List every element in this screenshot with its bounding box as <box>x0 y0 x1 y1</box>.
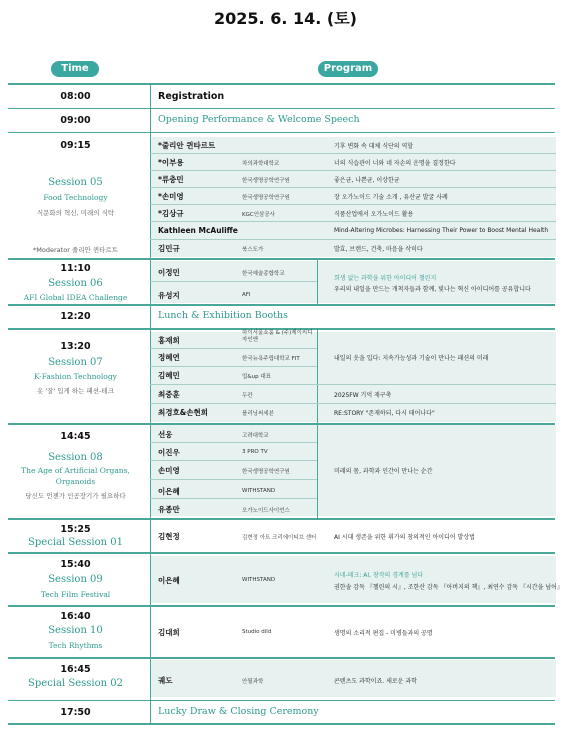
talk-topic: 장 오가노이드 기술 소개 , 유산균 발굴 사례 <box>334 194 448 201</box>
speaker-org: 한국생명공학연구원 <box>242 195 290 201</box>
s09-time: 15:40 <box>60 559 91 570</box>
speaker-org: WITHSTAND <box>242 488 276 494</box>
divider <box>8 108 555 109</box>
speaker-org: 차의과학대학교 <box>242 161 280 167</box>
lunch: Lunch & Exhibition Booths <box>158 310 288 321</box>
speaker-org: 3 PRO TV <box>242 449 268 455</box>
s08-desc: 당신도 언젠가 인공장기가 필요하다 <box>25 492 126 500</box>
row-line <box>150 170 556 171</box>
speaker-name: 이은혜 <box>158 576 180 585</box>
registration: Registration <box>158 91 225 102</box>
speaker-name: 최경호&손현희 <box>158 408 209 417</box>
sp01-time: 15:25 <box>60 524 91 535</box>
speaker-name: 홍재희 <box>158 336 180 345</box>
speaker-org: 한국생명공학연구원 <box>242 469 290 475</box>
s06-time: 11:10 <box>60 263 91 274</box>
s09-subtitle: Tech Film Festival <box>40 590 111 599</box>
s05-moderator: *Moderator 줄리안 퀸타르트 <box>33 246 118 254</box>
speaker-org: 고려대학교 <box>242 433 269 439</box>
speaker-name: *줄리안 퀸타르트 <box>158 141 216 150</box>
column-separator <box>317 424 318 518</box>
row-line <box>150 384 556 385</box>
s08-time: 14:45 <box>60 431 91 442</box>
divider <box>8 605 555 607</box>
row-line <box>150 281 317 282</box>
divider <box>8 304 555 306</box>
talk-topic: 기후 변화 속 대체 식단의 역할 <box>334 143 414 150</box>
column-separator <box>317 329 318 423</box>
speaker-org: 두칸 <box>242 393 253 399</box>
row-line <box>150 153 556 154</box>
row-line <box>150 479 317 480</box>
speaker-org: 오가노이드사이언스 <box>242 508 290 514</box>
talk-topic: RE:STORY "존재하되, 다시 태어나다" <box>334 410 435 417</box>
row-line <box>150 348 317 349</box>
closing: Lucky Draw & Closing Ceremony <box>158 706 319 717</box>
speaker-name: Kathleen McAuliffe <box>158 226 238 235</box>
s06-title: Session 06 <box>48 278 103 289</box>
speaker-name: 김현정 <box>158 532 180 541</box>
time-header: Time <box>51 61 99 77</box>
speaker-org: 한국예술종합학교 <box>242 271 285 277</box>
speaker-name: 선웅 <box>158 430 173 439</box>
divider <box>8 132 555 133</box>
speaker-name: 손미영 <box>158 466 180 475</box>
speaker-name: 이정민 <box>158 268 180 277</box>
time-0900: 09:00 <box>60 115 91 126</box>
row-line <box>150 403 556 404</box>
speaker-name: 이진우 <box>158 448 180 457</box>
divider <box>8 657 555 659</box>
s07-title: Session 07 <box>48 357 103 368</box>
divider <box>8 518 555 520</box>
talk-topic: 너의 식습관이 너와 네 자손의 운명을 결정한다 <box>334 160 456 167</box>
time-1750: 17:50 <box>60 707 91 718</box>
talk-topic: 좋은균, 나쁜균, 이상한균 <box>334 177 400 184</box>
program-header: Program <box>318 61 378 77</box>
s06-topic-desc: 우리의 내일을 만드는 개척자들과 함께, 빛나는 혁신 아이디어를 공유합니다 <box>334 286 531 293</box>
speaker-org: 한국생명공학연구원 <box>242 178 290 184</box>
s09-topic-desc: 권한솔 감독 『첼린의 시』, 조한산 감독 『아버지의 책』, 최연수 감독 『시간을 넘어』 <box>334 584 563 591</box>
s09-topic-title: 시네-테크: AI, 창작의 경계를 넘다 <box>334 572 424 579</box>
row-line <box>150 442 317 443</box>
column-separator <box>317 259 318 304</box>
s10-subtitle: Tech Rhythms <box>48 641 103 650</box>
speaker-org: 안될과학 <box>242 679 264 685</box>
row-line <box>150 460 317 461</box>
talk-topic: 식품산업에서 오가노이드 활용 <box>334 211 414 218</box>
speaker-name: 김혜민 <box>158 371 180 380</box>
row-line <box>150 239 556 240</box>
s06-subtitle: AFI Global IDEA Challenge <box>23 293 128 302</box>
s07-shared-topic: 내일의 옷을 입다: 지속가능성과 기술이 만나는 패션의 미래 <box>334 355 489 362</box>
sp02-title: Special Session 02 <box>28 678 123 689</box>
speaker-org: AFI <box>242 292 251 298</box>
talk-topic: 2025FW 기억 재구축 <box>334 392 392 399</box>
speaker-name: 김대희 <box>158 628 180 637</box>
sp01-title: Special Session 01 <box>28 537 123 548</box>
band-s06 <box>150 261 556 303</box>
divider <box>8 700 555 701</box>
speaker-name: 유종만 <box>158 505 180 514</box>
speaker-name: 궤도 <box>158 676 173 685</box>
speaker-org: 한국뉴욕주립대학교 FIT <box>242 356 300 362</box>
s07-time: 13:20 <box>60 341 91 352</box>
speaker-org: 김현정 아트 크리에이티브 센터 <box>242 535 317 541</box>
s07-subtitle: K-Fashion Technology <box>34 372 117 381</box>
s08-topic: 미래의 몸, 과학과 인간이 만나는 순간 <box>334 468 433 475</box>
page-title: 2025. 6. 14. (토) <box>214 9 357 28</box>
talk-topic: 생명의 소리적 편집 - 미병들과의 공명 <box>334 630 433 637</box>
divider <box>8 552 555 554</box>
s08-title: Session 08 <box>48 452 103 463</box>
speaker-name: 김민규 <box>158 244 180 253</box>
speaker-org: 하이서울쇼룸 & (주)제이씨디자인앤 <box>242 330 313 343</box>
s05-desc: 식문화의 혁신, 미래의 식탁 <box>36 209 115 217</box>
row-line <box>150 366 317 367</box>
s05-time: 09:15 <box>60 140 91 151</box>
row-line <box>150 204 556 205</box>
speaker-org: KGC인삼공사 <box>242 212 275 218</box>
s05-subtitle: Food Technology <box>43 193 108 202</box>
s10-time: 16:40 <box>60 611 91 622</box>
speaker-name: 정혜연 <box>158 353 180 362</box>
speaker-org: Studio dild <box>242 629 272 635</box>
speaker-name: 이은혜 <box>158 487 180 496</box>
s09-title: Session 09 <box>48 574 103 585</box>
s05-title: Session 05 <box>48 177 103 188</box>
speaker-name: 최중훈 <box>158 390 180 399</box>
speaker-name: *이부용 <box>158 158 184 167</box>
speaker-name: *류충민 <box>158 175 184 184</box>
s07-desc: 옷 '잘' 입게 하는 패션-테크 <box>37 387 114 395</box>
speaker-org: 업&up 대표 <box>242 374 271 380</box>
row-line <box>150 187 556 188</box>
divider <box>8 723 555 725</box>
speaker-name: *김상규 <box>158 209 184 218</box>
speaker-org: WITHSTAND <box>242 577 276 583</box>
speaker-org: 북스도가 <box>242 247 264 253</box>
s06-topic-title: 희생 없는 과학을 위한 아이디어 챌린지 <box>334 275 437 282</box>
s08-subtitle-1: The Age of Artificial Organs, <box>21 466 130 475</box>
talk-topic: AI 시대 생존을 위한 휘가의 창의적인 아이디어 발상법 <box>334 534 475 541</box>
talk-topic: 콘텐츠도 과학이죠. 새로운 과학 <box>334 678 417 685</box>
row-line <box>150 221 556 222</box>
row-line <box>150 498 317 499</box>
s10-title: Session 10 <box>48 625 103 636</box>
divider <box>8 258 555 260</box>
divider <box>8 83 555 85</box>
column-separator <box>150 84 151 724</box>
speaker-org: 플리닝써세븐 <box>242 411 274 417</box>
sp02-time: 16:45 <box>60 664 91 675</box>
speaker-name: *손미영 <box>158 192 184 201</box>
opening: Opening Performance & Welcome Speech <box>158 114 360 125</box>
band-s09 <box>150 556 556 603</box>
time-1220: 12:20 <box>60 311 91 322</box>
divider <box>8 423 555 425</box>
s08-subtitle-2: Organoids <box>55 477 96 486</box>
talk-topic: 발효, 브랜드, 건축, 마음을 삭히다 <box>334 246 423 253</box>
speaker-name: 유성지 <box>158 291 180 300</box>
talk-topic: Mind-Altering Microbes: Harnessing Their Power to Boost Mental Health <box>334 227 549 234</box>
time-0800: 08:00 <box>60 91 91 102</box>
